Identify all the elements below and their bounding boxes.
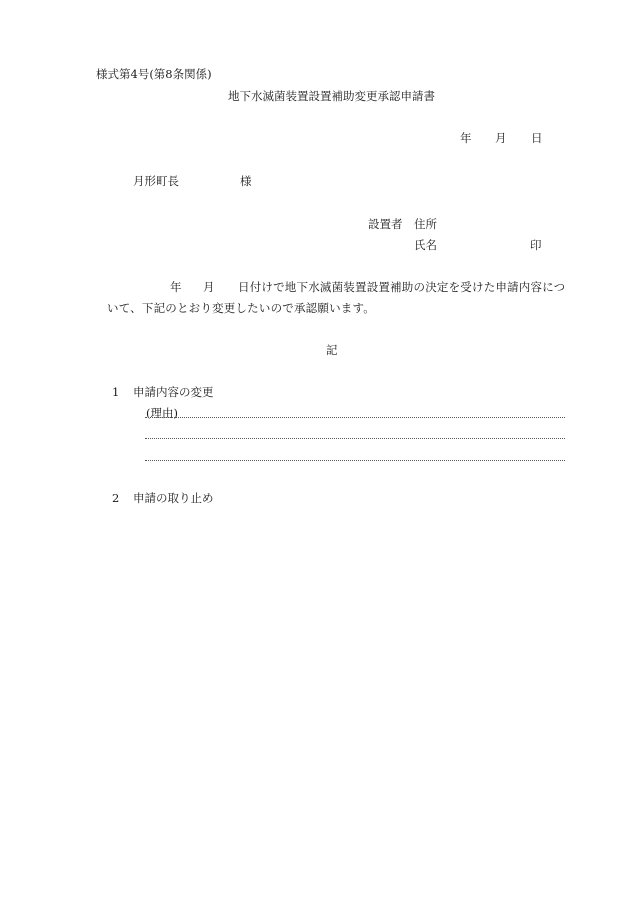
date-day: 日 (531, 131, 543, 145)
reason-line-2 (145, 438, 565, 439)
body-month: 月 (203, 280, 215, 294)
record-heading: 記 (326, 343, 338, 357)
body-year: 年 (170, 280, 182, 294)
item-2-number: 2 (112, 491, 120, 505)
item-2-label: 申請の取り止め (133, 491, 214, 505)
date-year: 年 (460, 131, 472, 145)
form-number: 様式第4号(第8条関係) (96, 67, 212, 81)
reason-line-3 (145, 460, 565, 461)
reason-line-1 (145, 417, 565, 418)
body-text-line-1: 日付けで地下水滅菌装置設置補助の決定を受けた申請内容につ (238, 280, 566, 294)
addressee-honorific: 様 (240, 174, 252, 188)
body-text-line-2: いて、下記のとおり変更したいので承認願います。 (107, 301, 375, 315)
reason-label: (理由) (146, 406, 178, 420)
item-1-label: 申請内容の変更 (133, 385, 214, 399)
applicant-role: 設置者 (368, 217, 403, 231)
addressee-name: 月形町長 (133, 174, 179, 188)
name-label: 氏名 (414, 238, 437, 252)
address-label: 住所 (414, 217, 437, 231)
item-1-number: 1 (112, 385, 120, 399)
document-title: 地下水滅菌装置設置補助変更承認申請書 (228, 89, 435, 103)
date-month: 月 (495, 131, 507, 145)
seal-mark: 印 (530, 238, 542, 252)
